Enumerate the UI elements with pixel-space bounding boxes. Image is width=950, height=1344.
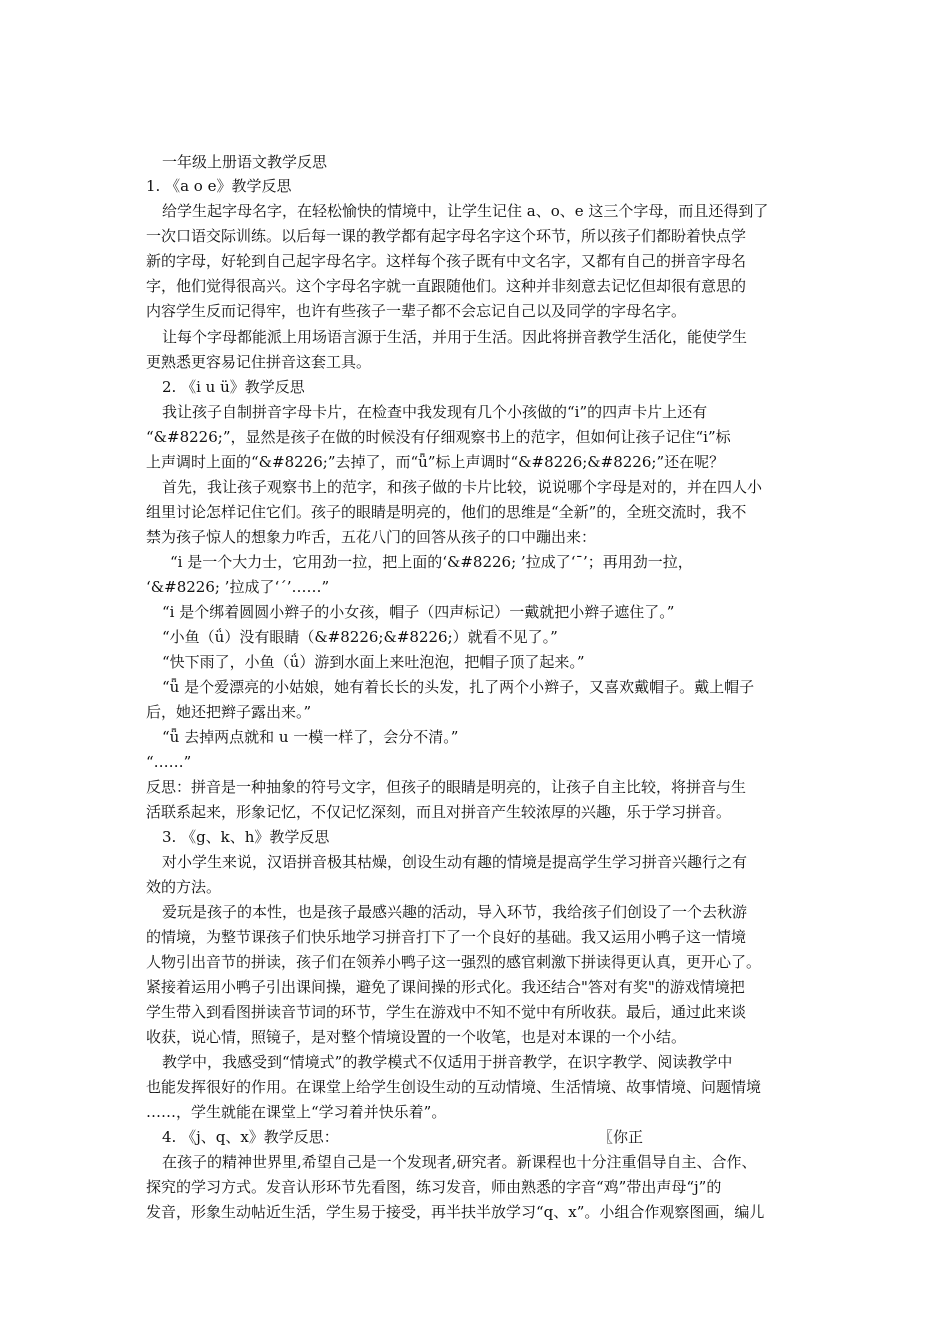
section-heading-3: 3. 《g、k、h》教学反思 — [162, 828, 330, 846]
text-line: 一次口语交际训练。以后每一课的教学都有起字母名字这个环节，所以孩子们都盼着快点学 — [146, 227, 747, 245]
text-line: 发音，形象生动帖近生活，学生易于接受，再半扶半放学习“q、x”。小组合作观察图画，编儿 — [146, 1203, 765, 1221]
text-line: 让每个字母都能派上用场语言源于生活，并用于生活。因此将拼音教学生活化，能使学生 — [162, 328, 748, 346]
text-line: “&#8226;”，显然是孩子在做的时候没有仔细观察书上的范字，但如何让孩子记住“i”标 — [146, 428, 731, 446]
text-line: 紧接着运用小鸭子引出课间操，避免了课间操的形式化。我还结合"答对有奖"的游戏情境把 — [146, 978, 745, 996]
text-line: 也能发挥很好的作用。在课堂上给学生创设生动的互动情境、生活情境、故事情境、问题情境 — [146, 1078, 762, 1096]
text-line: 在孩子的精神世界里,希望自己是一个发现者,研究者。新课程也十分注重倡导自主、合作、 — [162, 1153, 757, 1171]
section-heading-1: 1. 《a o e》教学反思 — [146, 177, 292, 195]
quote-line: “ǖ 去掉两点就和 u 一模一样了，会分不清。” — [162, 728, 459, 746]
text-line: 我让孩子自制拼音字母卡片，在检查中我发现有几个小孩做的“i”的四声卡片上还有 — [162, 403, 708, 421]
quote-line: “ǖ 是个爱漂亮的小姑娘，她有着长长的头发，扎了两个小辫子，又喜欢戴帽子。戴上帽子 — [162, 678, 755, 696]
quote-line: “小鱼（ǘ）没有眼睛（&#8226;&#8226;）就看不见了。” — [162, 628, 558, 646]
text-line: ……，学生就能在课堂上“学习着并快乐着”。 — [146, 1103, 447, 1121]
quote-line: ‘&#8226; ’拉成了‘ˊ’……” — [146, 578, 330, 596]
text-line: 首先，我让孩子观察书上的范字，和孩子做的卡片比较，说说哪个字母是对的，并在四人小 — [162, 478, 763, 496]
text-line: 收获，说心情，照镜子，是对整个情境设置的一个收笔，也是对本课的一个小结。 — [146, 1028, 687, 1046]
quote-line: “快下雨了，小鱼（ǘ）游到水面上来吐泡泡，把帽子顶了起来。” — [162, 653, 585, 671]
text-line: 上声调时上面的“&#8226;”去掉了，而“ǖ”标上声调时“&#8226;&#8226;”还在呢？ — [146, 453, 725, 471]
text-line: 的情境，为整节课孩子们快乐地学习拼音打下了一个良好的基础。我又运用小鸭子这一情境 — [146, 928, 747, 946]
text-line: 反思：拼音是一种抽象的符号文字，但孩子的眼睛是明亮的，让孩子自主比较，将拼音与生 — [146, 778, 747, 796]
margin-note: 〖你正 — [598, 1128, 644, 1146]
section-heading-2: 2. 《i u ü》教学反思 — [162, 378, 305, 396]
quote-line: “……” — [146, 753, 192, 771]
text-line: 爱玩是孩子的本性，也是孩子最感兴趣的活动，导入环节，我给孩子们创设了一个去秋游 — [162, 903, 748, 921]
text-line: 内容学生反而记得牢，也许有些孩子一辈子都不会忘记自己以及同学的字母名字。 — [146, 302, 687, 320]
quote-line: 后，她还把辫子露出来。” — [146, 703, 312, 721]
text-line: 禁为孩子惊人的想象力咋舌，五花八门的回答从孩子的口中蹦出来： — [146, 528, 597, 546]
quote-line: “i 是一个大力士，它用劲一拉，把上面的‘&#8226; ’拉成了‘ˉ’；再用劲一拉， — [170, 553, 693, 571]
text-line: 活联系起来，形象记忆，不仅记忆深刻，而且对拼音产生较浓厚的兴趣，乐于学习拼音。 — [146, 803, 732, 821]
text-line: 新的字母，好轮到自己起字母名字。这样每个孩子既有中文名字，又都有自己的拼音字母名 — [146, 252, 747, 270]
text-line: 探究的学习方式。发音认形环节先看图，练习发音，师由熟悉的字音“鸡”带出声母“j”的 — [146, 1178, 722, 1196]
text-line: 人物引出音节的拼读，孩子们在领养小鸭子这一强烈的感官刺激下拼读得更认真，更开心了。 — [146, 953, 762, 971]
text-line: 教学中，我感受到“情境式”的教学模式不仅适用于拼音教学，在识字教学、阅读教学中 — [162, 1053, 733, 1071]
text-line: 对小学生来说，汉语拼音极其枯燥，创设生动有趣的情境是提高学生学习拼音兴趣行之有 — [162, 853, 748, 871]
text-line: 学生带入到看图拼读音节词的环节，学生在游戏中不知不觉中有所收获。最后，通过此来谈 — [146, 1003, 747, 1021]
document-title: 一年级上册语文教学反思 — [162, 153, 328, 171]
quote-line: “i 是个绑着圆圆小辫子的小女孩，帽子（四声标记）一戴就把小辫子遮住了。” — [162, 603, 675, 621]
text-line: 效的方法。 — [146, 878, 222, 896]
text-line: 字，他们觉得很高兴。这个字母名字就一直跟随他们。这种并非刻意去记忆但却很有意思的 — [146, 277, 747, 295]
text-line: 给学生起字母名字，在轻松愉快的情境中，让学生记住 a、o、e 这三个字母，而且还得到了 — [162, 202, 769, 220]
text-line: 组里讨论怎样记住它们。孩子的眼睛是明亮的，他们的思维是“全新”的，全班交流时，我不 — [146, 503, 747, 521]
section-heading-4: 4. 《j、q、x》教学反思： — [162, 1128, 339, 1146]
text-line: 更熟悉更容易记住拼音这套工具。 — [146, 353, 372, 371]
